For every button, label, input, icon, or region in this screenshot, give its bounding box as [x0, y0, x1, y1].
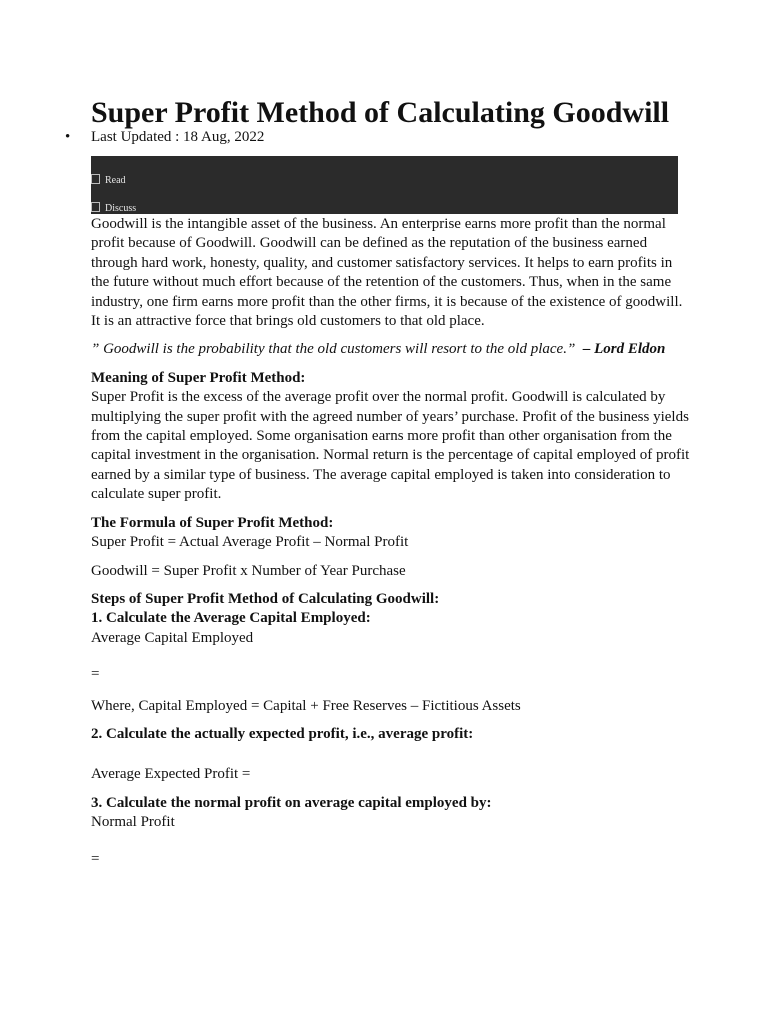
quote-text: ” Goodwill is the probability that the old customers will resort to the old place.” — [91, 341, 576, 358]
formula-heading: The Formula of Super Profit Method: — [91, 514, 334, 531]
read-label: Read — [105, 175, 126, 186]
steps-heading: Steps of Super Profit Method of Calculating Goodwill: — [91, 590, 440, 607]
article-body — [91, 215, 691, 878]
intro-paragraph: Goodwill is the intangible asset of the business. An enterprise earns more profit than the normal profit because of Goodwill. Goodwill can be defined as the reputation of the business earned through hard work, honesty, quality, and customer satisfactory services. It helps to earn profits in the future without much effort because of the retention of the customers. Thus, when in the same industry, one firm earns more profit than the other firms, it is because of the existence of goodwill. It is an attractive force that brings old customers to that old place. — [91, 216, 683, 330]
bullet-icon: • — [65, 129, 71, 145]
quote-author: – Lord Eldon — [582, 341, 666, 358]
formula-section — [91, 514, 691, 553]
read-icon — [91, 174, 100, 184]
step1-where: Where, Capital Employed = Capital + Free Reserves – Fictitious Assets — [91, 697, 521, 714]
step1-equals: = — [91, 666, 100, 683]
step2-label: Average Expected Profit = — [91, 766, 251, 783]
discuss-label: Discuss — [105, 203, 137, 214]
formula-super-profit: Super Profit = Actual Average Profit – Normal Profit — [91, 534, 409, 551]
last-updated-text: Last Updated : 18 Aug, 2022 — [91, 129, 265, 145]
discuss-button[interactable] — [91, 202, 136, 214]
step1-heading: 1. Calculate the Average Capital Employed: — [91, 610, 371, 627]
step3-label: Normal Profit — [91, 814, 175, 831]
step1-label: Average Capital Employed — [91, 629, 254, 646]
page-title: Super Profit Method of Calculating Goodwill — [91, 96, 670, 129]
step3-equals: = — [91, 850, 100, 867]
meaning-section — [91, 369, 691, 505]
meaning-heading: Meaning of Super Profit Method: — [91, 369, 306, 386]
step2-heading: 2. Calculate the actually expected profit, i.e., average profit: — [91, 725, 474, 742]
step3-heading: 3. Calculate the normal profit on average capital employed by: — [91, 794, 492, 811]
discuss-icon — [91, 202, 100, 212]
last-updated — [65, 128, 265, 147]
steps-section — [91, 590, 691, 648]
step3-section — [91, 794, 691, 833]
read-button[interactable] — [91, 174, 126, 186]
article-toolbar — [91, 156, 678, 214]
meaning-text: Super Profit is the excess of the average profit over the normal profit. Goodwill is calculated by multiplying the super profit with the agreed number of years’ purchase. Profit of the business yields from the capital employed. Some organisation earns more profit than other organisation from the capital investment in the organisation. Normal return is the percentage of capital employed of profit earned by a similar type of business. The average capital employed is taken into consideration to calculate super profit. — [91, 389, 690, 503]
quote — [91, 340, 691, 359]
formula-goodwill: Goodwill = Super Profit x Number of Year Purchase — [91, 562, 406, 579]
